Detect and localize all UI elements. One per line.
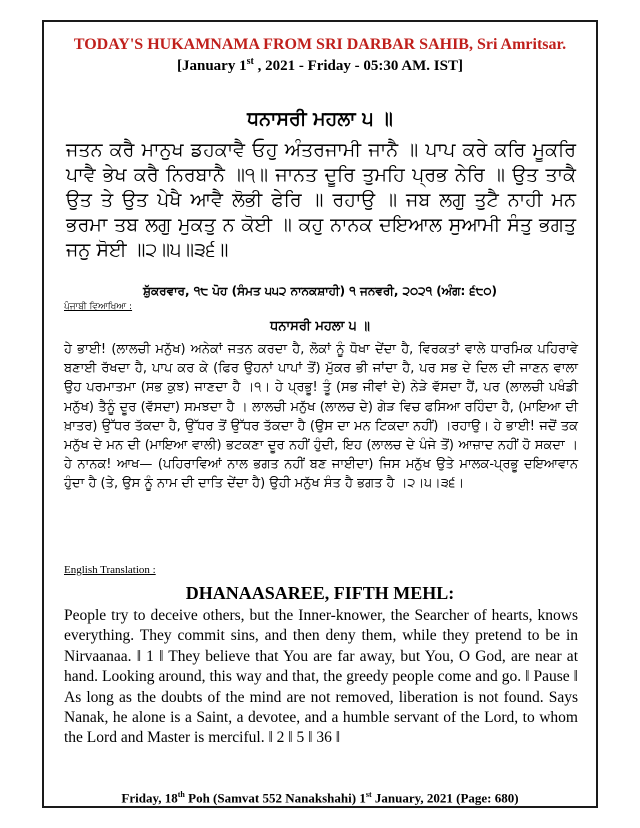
english-translation-text: People try to deceive others, but the Inner-knower, the Searcher of hearts, knows everything. They commit sins, and then deny them, while they pretend to be in Nirvaanaa. ‖ 1 ‖ They believe that You are far away, but You, O God, are near at hand. Looking around, this way and that, the greedy people come and go. ‖ Pause ‖ As long as the doubts of the mind are not removed, liberation is not found. Says Nanak, he alone is a Saint, a devotee, and a humble servant of the Lord, to whom the Lord and Master is merciful. ‖ 2 ‖ 5 ‖ 36 ‖ xyxy=(64,607,578,747)
english-heading: DHANAASAREE, FIFTH MEHL: xyxy=(185,583,455,603)
vyakhya-heading: ਧਨਾਸਰੀ ਮਹਲਾ ੫ ॥ xyxy=(270,319,370,334)
subtitle-suffix: , 2021 - Friday - 05:30 AM. IST] xyxy=(253,58,463,74)
footer-part-1: Friday, 18 xyxy=(121,790,178,806)
footer-sup-1: th xyxy=(177,790,185,799)
shabad-heading: ਧਨਾਸਰੀ ਮਹਲਾ ੫ ॥ xyxy=(247,108,393,130)
punjabi-vyakhya-text: ਹੇ ਭਾਈ! (ਲਾਲਚੀ ਮਨੁੱਖ) ਅਨੇਕਾਂ ਜਤਨ ਕਰਦਾ ਹੈ, ਲੋਕਾਂ ਨੂੰ ਧੋਖਾ ਦੇਂਦਾ ਹੈ, ਵਿਰਕਤਾਂ ਵਾਲੇ ਧਾਰਮਿਕ ਪਹਿਰਾਵੇ ਬਣਾਈ ਰੱਖਦਾ ਹੈ, ਪਾਪ ਕਰ ਕੇ (ਫਿਰ ਉਹਨਾਂ ਪਾਪਾਂ ਤੋਂ) ਮੁੱਕਰ ਭੀ ਜਾਂਦਾ ਹੈ, ਪਰ ਸਭ ਦੇ ਦਿਲ ਦੀ ਜਾਣਨ ਵਾਲਾ ਉਹ ਪਰਮਾਤਮਾ (ਸਭ ਕੁਝ) ਜਾਣਦਾ ਹੈ ।੧। ਹੇ ਪ੍ਰਭੂ! ਤੂੰ (ਸਭ ਜੀਵਾਂ ਦੇ) ਨੇੜੇ ਵੱਸਦਾ ਹੈਂ, ਪਰ (ਲਾਲਚੀ ਪਖੰਡੀ ਮਨੁੱਖ) ਤੈਨੂੰ ਦੂਰ (ਵੱਸਦਾ) ਸਮਝਦਾ ਹੈ । ਲਾਲਚੀ ਮਨੁੱਖ (ਲਾਲਚ ਦੇ) ਗੇੜ ਵਿਚ ਫਸਿਆ ਰਹਿੰਦਾ ਹੈ, (ਮਾਇਆ ਦੀ ਖ਼ਾਤਰ) ਉੱਧਰ ਤੱਕਦਾ ਹੈ, ਉੱਧਰ ਤੋਂ ਉੱਧਰ ਤੱਕਦਾ ਹੈ (ਉਸ ਦਾ ਮਨ ਟਿਕਦਾ ਨਹੀਂ) ।ਰਹਾਉ। ਹੇ ਭਾਈ! ਜਦੋਂ ਤਕ ਮਨੁੱਖ ਦੇ ਮਨ ਦੀ (ਮਾਇਆ ਵਾਲੀ) ਭਟਕਣਾ ਦੂਰ ਨਹੀਂ ਹੁੰਦੀ, ਇਹ (ਲਾਲਚ ਦੇ ਪੰਜੇ ਤੋਂ) ਆਜ਼ਾਦ ਨਹੀਂ ਹੋ ਸਕਦਾ । ਹੇ ਨਾਨਕ! ਆਖ— (ਪਹਿਰਾਵਿਆਂ ਨਾਲ ਭਗਤ ਨਹੀਂ ਬਣ ਜਾਈਦਾ) ਜਿਸ ਮਨੁੱਖ ਉਤੇ ਮਾਲਕ-ਪ੍ਰਭੂ ਦਇਆਵਾਨ ਹੁੰਦਾ ਹੈ (ਤੇ, ਉਸ ਨੂੰ ਨਾਮ ਦੀ ਦਾਤਿ ਦੇਂਦਾ ਹੈ) ਉਹੀ ਮਨੁੱਖ ਸੰਤ ਹੈ ਭਗਤ ਹੈ ।੨।੫।੩੬। xyxy=(64,342,578,492)
english-translation-label: English Translation : xyxy=(64,564,156,576)
subtitle-sup: st xyxy=(246,56,254,67)
date-time-subtitle xyxy=(44,56,596,75)
punjabi-date-line: ਸ਼ੁੱਕਰਵਾਰ, ੧੮ ਪੋਹ (ਸੰਮਤ ੫੫੨ ਨਾਨਕਸ਼ਾਹੀ) ੧ ਜਨਵਰੀ, ੨੦੨੧ (ਅੰਗ: ੬੮੦) xyxy=(142,284,498,298)
page-title: TODAY'S HUKAMNAMA FROM SRI DARBAR SAHIB, Sri Amritsar. xyxy=(73,36,567,53)
footer-date xyxy=(44,790,596,806)
footer-sup-2: st xyxy=(365,790,372,799)
footer-part-3: January, 2021 (Page: 680) xyxy=(371,790,519,806)
page-frame xyxy=(42,20,598,808)
shabad-text: ਜਤਨ ਕਰੈ ਮਾਨੁਖ ਡਹਕਾਵੈ ਓਹੁ ਅੰਤਰਜਾਮੀ ਜਾਨੈ ॥ ਪਾਪ ਕਰੇ ਕਰਿ ਮੂਕਰਿ ਪਾਵੈ ਭੇਖ ਕਰੈ ਨਿਰਬਾਨੈ ॥੧॥ ਜਾਨਤ ਦੂਰਿ ਤੁਮਹਿ ਪ੍ਰਭ ਨੇਰਿ ॥ ਉਤ ਤਾਕੈ ਉਤ ਤੇ ਉਤ ਪੇਖੈ ਆਵੈ ਲੋਭੀ ਫੇਰਿ ॥ ਰਹਾਉ ॥ ਜਬ ਲਗੁ ਤੁਟੈ ਨਾਹੀ ਮਨ ਭਰਮਾ ਤਬ ਲਗੁ ਮੁਕਤੁ ਨ ਕੋਈ ॥ ਕਹੁ ਨਾਨਕ ਦਇਆਲ ਸੁਆਮੀ ਸੰਤੁ ਭਗਤੁ ਜਨੁ ਸੋਈ ॥੨॥੫॥੩੬॥ xyxy=(66,139,576,261)
punjabi-vyakhya-label: ਪੰਜਾਬੀ ਵਿਆਖਿਆ : xyxy=(64,302,133,312)
subtitle-prefix: [January 1 xyxy=(177,58,247,74)
footer-part-2: Poh (Samvat 552 Nanakshahi) 1 xyxy=(184,790,366,806)
